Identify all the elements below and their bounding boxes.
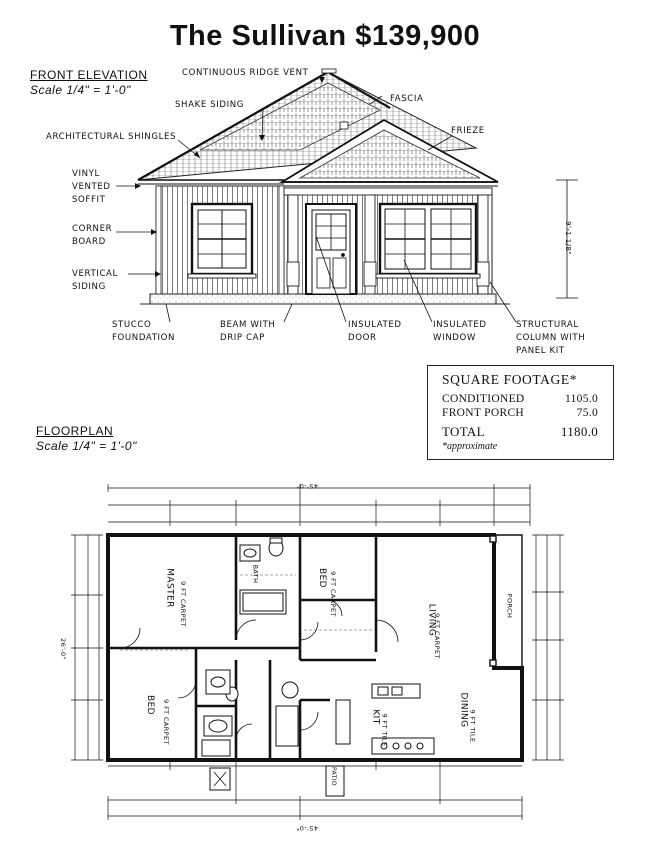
front-elevation-scale: Scale 1/4" = 1'-0" — [30, 83, 131, 97]
room-living: LIVING — [426, 603, 437, 637]
dim-overall-depth: 26'-0" — [58, 638, 67, 660]
callout-beam: BEAM WITH DRIP CAP — [220, 320, 276, 343]
dim-overall-width-top: 45'-0" — [296, 482, 318, 490]
room-bath: BATH — [251, 564, 260, 584]
room-patio: PATIO — [330, 766, 338, 787]
room-bed-1: BED — [145, 695, 155, 715]
room-living-sub: 9 FT CARPET — [432, 613, 441, 659]
callout-column: STRUCTURAL COLUMN WITH PANEL KIT — [516, 320, 586, 356]
room-kit: KIT — [370, 709, 381, 725]
room-bed-1-sub: 9 FT CARPET — [161, 699, 170, 745]
callout-frieze: FRIEZE — [451, 126, 485, 136]
callout-fascia: FASCIA — [390, 94, 424, 104]
callout-door: INSULATED DOOR — [348, 320, 402, 343]
page-title: The Sullivan $139,900 — [169, 20, 481, 52]
room-bed-2: BED — [317, 568, 327, 588]
floorplan-heading: FLOORPLAN — [36, 424, 114, 438]
square-footage-box: SQUARE FOOTAGE* CONDITIONED 1105.0 FRONT PORCH 75.0 TOTAL 1180.0 *approximate — [427, 365, 614, 460]
room-dining-sub: 9 FT TILE — [468, 709, 477, 743]
room-master: MASTER — [164, 568, 175, 608]
callout-vertical-siding: VERTICAL SIDING — [72, 269, 118, 292]
room-master-sub: 9 FT CARPET — [178, 581, 187, 627]
callout-soffit: VINYL VENTED SOFFIT — [72, 169, 111, 205]
callout-shingles: ARCHITECTURAL SHINGLES — [46, 132, 177, 142]
dim-overall-width-bottom: 45'-0" — [296, 824, 318, 832]
callout-stucco-foundation: STUCCO FOUNDATION — [112, 320, 176, 343]
room-bed-2-sub: 9 FT CARPET — [328, 571, 337, 617]
sqft-note: *approximate — [442, 441, 498, 452]
front-elevation-heading: FRONT ELEVATION — [30, 68, 148, 82]
room-kit-sub: 9 FT TILE — [380, 713, 389, 747]
room-dining: DINING — [458, 692, 469, 728]
elevation-height-dim: 9'-1 1/8" — [563, 221, 572, 255]
callout-shake-siding: SHAKE SIDING — [175, 100, 245, 110]
sqft-title: SQUARE FOOTAGE* — [442, 372, 578, 387]
floorplan-scale: Scale 1/4" = 1'-0" — [36, 439, 137, 453]
callout-window: INSULATED WINDOW — [433, 320, 487, 343]
callout-ridge-vent: CONTINUOUS RIDGE VENT — [182, 68, 309, 78]
room-porch: PORCH — [505, 593, 514, 619]
callout-corner-board: CORNER BOARD — [72, 224, 113, 247]
